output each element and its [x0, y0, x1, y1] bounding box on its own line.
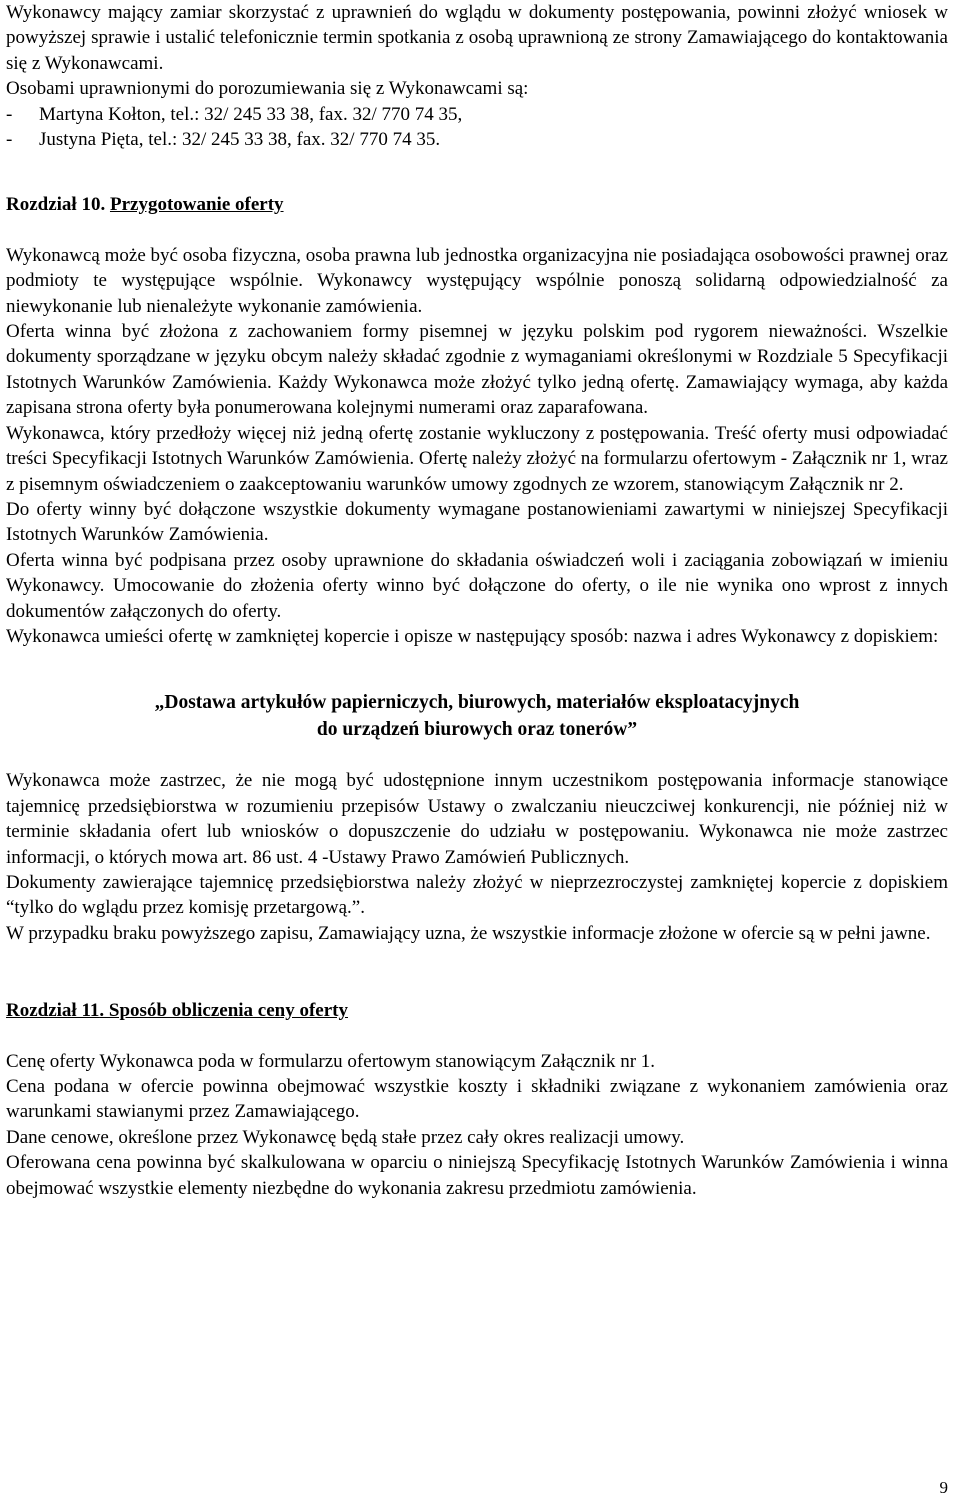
contacts-intro: Osobami uprawnionymi do porozumiewania się z Wykonawcami są: [6, 78, 529, 100]
list-dash: - [6, 103, 13, 125]
section-title: Przygotowanie oferty [109, 194, 284, 216]
body-paragraph: Wykonawcą może być osoba fizyczna, osoba prawna lub jednostka organizacyjna nie posiadająca osobowości prawnej oraz podmioty te występujące wspólnie. Wykonawcy występujący wspólnie ponoszą solidarną odpowiedzialność za niewykonanie lub nienależyte wykonanie zamówienia. [6, 244, 948, 317]
body-paragraph: W przypadku braku powyższego zapisu, Zamawiający uzna, że wszystkie informacje złożone w ofercie są w pełni jawne. [6, 922, 931, 944]
contact-item [6, 102, 948, 127]
document-page [6, 0, 948, 1201]
contact-item [6, 127, 948, 152]
contacts-list [6, 102, 948, 153]
body-paragraph: Dane cenowe, określone przez Wykonawcę będą stałe przez cały okres realizacji umowy. [6, 1126, 685, 1148]
contact-text: Justyna Pięta, tel.: 32/ 245 33 38, fax. 32/ 770 74 35. [39, 129, 441, 151]
body-paragraph: Oferta winna być podpisana przez osoby uprawnione do składania oświadczeń woli i zaciągania zobowiązań w imieniu Wykonawcy. Umocowanie do złożenia oferty winno być dołączone do oferty, o ile nie wynika ono wprost z innych dokumentów załączonych do oferty. [6, 549, 948, 622]
body-paragraph: Wykonawca może zastrzec, że nie mogą być udostępnione innym uczestnikom postępowania informacje stanowiące tajemnicę przedsiębiorstwa w rozumieniu przepisów Ustawy o zwalczaniu nieuczciwej konkurencji, nie później niż w terminie składania ofert lub wniosków o dopuszczenie do udziału w postępowaniu. Wykonawca nie może zastrzec informacji, o których mowa art. 86 ust. 4 -Ustawy Prawo Zamówień Publicznych. [6, 770, 948, 868]
section-title: . Sposób obliczenia ceny oferty [99, 1000, 348, 1022]
body-paragraph: Oferta winna być złożona z zachowaniem formy pisemnej w języku polskim pod rygorem nieważności. Wszelkie dokumenty sporządzane w języku obcym należy składać zgodnie z wymaganiami określonymi w Rozdziale 5 Specyfikacji Istotnych Warunków Zamówienia. Każdy Wykonawca może złożyć tylko jedną ofertę. Zamawiający wymaga, aby każda zapisana strona oferty była ponumerowana kolejnymi numerami oraz zaparafowana. [6, 321, 948, 419]
contact-text: Martyna Kołton, tel.: 32/ 245 33 38, fax. 32/ 770 74 35, [39, 103, 463, 125]
envelope-label-line-2: do urządzeń biurowych oraz tonerów” [316, 719, 638, 741]
body-paragraph: Cena podana w ofercie powinna obejmować wszystkie koszty i składniki związane z wykonaniem zamówienia oraz warunkami stawianymi przez Zamawiającego. [6, 1076, 948, 1123]
body-paragraph: Do oferty winny być dołączone wszystkie dokumenty wymagane postanowieniami zawartymi w niniejszej Specyfikacji Istotnych Warunków Zamówienia. [6, 498, 948, 546]
section-label: Rozdział 11 [6, 1000, 100, 1022]
body-paragraph: Dokumenty zawierające tajemnicę przedsiębiorstwa należy złożyć w nieprzezroczystej zamkniętej kopercie z dopiskiem “tylko do wglądu przez komisję przetargową.”. [6, 871, 948, 919]
page-number: 9 [939, 1478, 948, 1497]
envelope-label-line-1: „Dostawa artykułów papierniczych, biurowych, materiałów eksploatacyjnych [154, 692, 800, 714]
list-dash: - [6, 129, 13, 151]
body-paragraph: Cenę oferty Wykonawca poda w formularzu ofertowym stanowiącym Załącznik nr 1. [6, 1050, 656, 1072]
section-10-heading [6, 192, 948, 217]
body-paragraph: Oferowana cena powinna być skalkulowana w oparciu o niniejszą Specyfikację Istotnych Warunków Zamówienia i winna obejmować wszystkie elementy niezbędne do wykonania zakresu przedmiotu zamówienia. [6, 1152, 948, 1199]
body-paragraph: Wykonawca, który przedłoży więcej niż jedną ofertę zostanie wykluczony z postępowania. Treść oferty musi odpowiadać treści Specyfikacji Istotnych Warunków Zamówienia. Ofertę należy złożyć na formularzu ofertowym - Załącznik nr 1, wraz z pisemnym oświadczeniem o zaakceptowaniu warunków umowy zgodnych ze wzorem, stanowiącym Załącznik nr 2. [6, 422, 948, 495]
intro-paragraph: Wykonawcy mający zamiar skorzystać z uprawnień do wglądu w dokumenty postępowania, powinni złożyć wniosek w powyższej sprawie i ustalić telefonicznie termin spotkania z osobą uprawnioną ze strony Zamawiającego do kontaktowania się z Wykonawcami. [6, 2, 948, 74]
body-paragraph: Wykonawca umieści ofertę w zamkniętej kopercie i opisze w następujący sposób: nazwa i adres Wykonawcy z dopiskiem: [6, 625, 939, 647]
section-label: Rozdział 10. [6, 194, 106, 216]
section-11-heading [6, 998, 948, 1023]
